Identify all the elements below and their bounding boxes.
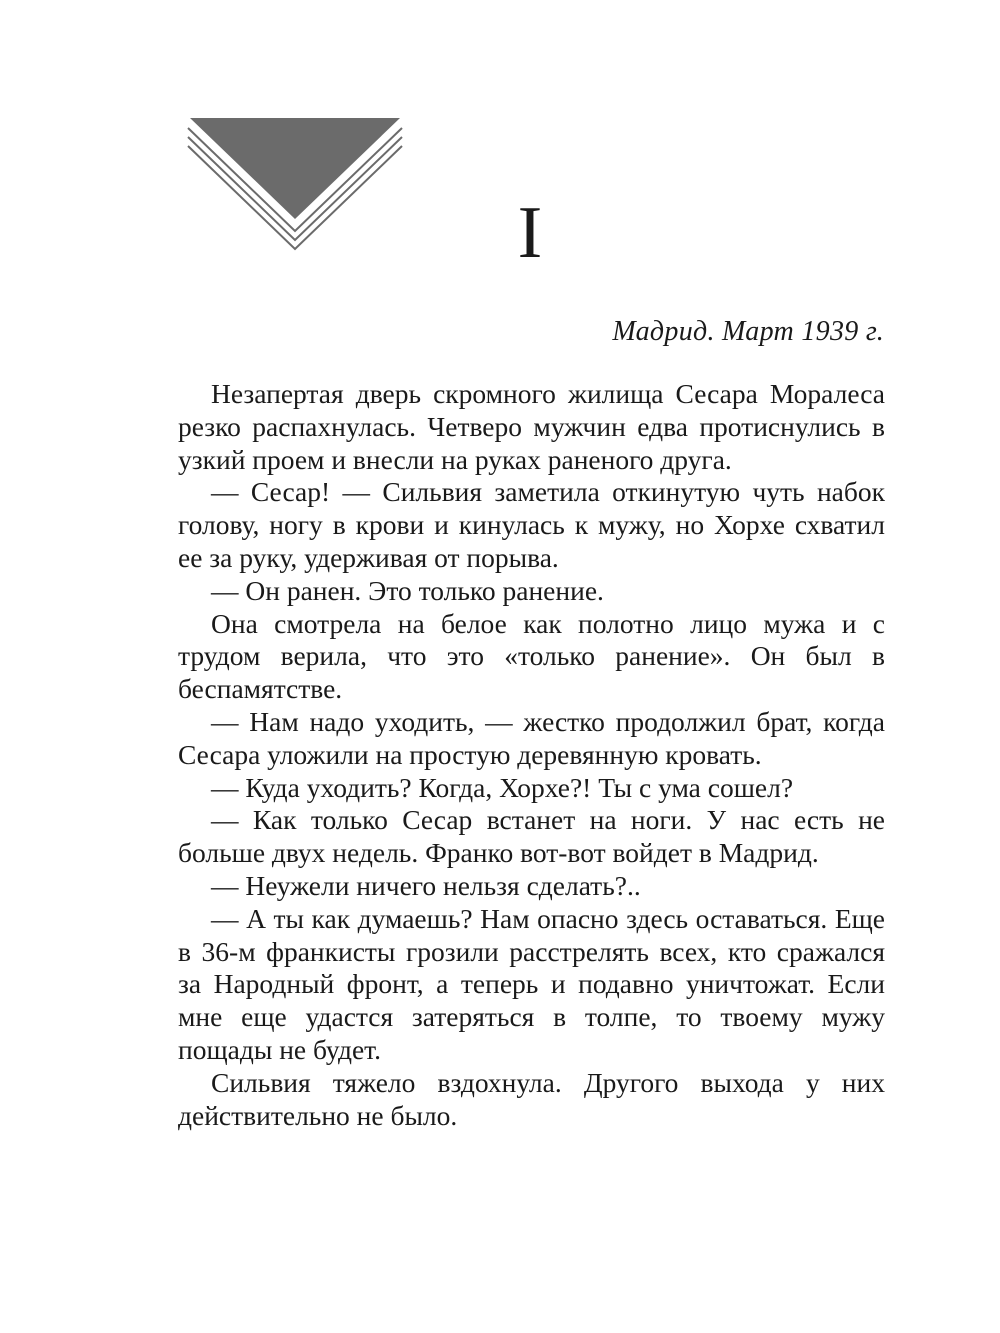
paragraph: Сильвия тяжело вздохнула. Другого выхода у них действительно не было.	[178, 1066, 885, 1131]
paragraph: — Сесар! — Сильвия заметила откинутую чуть набок голову, ногу в крови и кинулась к мужу, но Хорхе схватил ее за руку, удерживая от порыва.	[178, 476, 885, 573]
paragraph: — Нам надо уходить, — жестко продолжил брат, когда Сесара уложили на простую деревянную кровать.	[178, 705, 885, 770]
paragraph: Она смотрела на белое как полотно лицо мужа и с трудом верила, что это «только ранение». Он был в беспамятстве.	[178, 607, 885, 705]
place-date-heading: Мадрид. Март 1939 г.	[612, 316, 884, 347]
chapter-text	[178, 378, 885, 1132]
paragraph: — А ты как думаешь? Нам опасно здесь оставаться. Еще в 36-м франкисты грозили расстрелять всех, кто сражался за Народный фронт, а теперь и подавно уничтожат. Если мне еще удастся затеряться в толпе, то твоему мужу пощады не будет.	[178, 902, 885, 1065]
paragraph: — Куда уходить? Когда, Хорхе?! Ты с ума сошел?	[211, 771, 794, 803]
paragraph: Незапертая дверь скромного жилища Сесара Моралеса резко распахнулась. Четверо мужчин едва протиснулись в узкий проем и внесли на руках раненого друга.	[178, 378, 885, 475]
chapter-ornament-icon	[182, 116, 408, 252]
paragraph: — Как только Сесар встанет на ноги. У нас есть не больше двух недель. Франко вот-вот войдет в Мадрид.	[178, 804, 885, 869]
chapter-number: I	[517, 192, 543, 274]
paragraph: — Он ранен. Это только ранение.	[211, 574, 604, 606]
paragraph: — Неужели ничего нельзя сделать?..	[211, 869, 641, 901]
